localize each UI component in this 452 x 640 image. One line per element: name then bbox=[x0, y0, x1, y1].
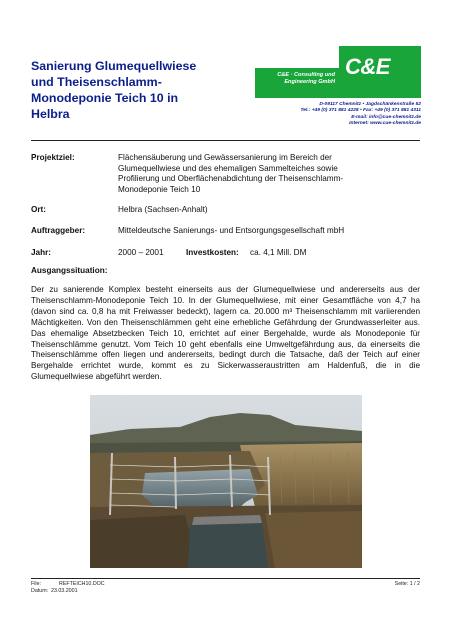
company-line: Engineering GmbH bbox=[284, 78, 335, 85]
footer-file-label: File: bbox=[31, 581, 42, 587]
header-divider bbox=[31, 140, 420, 141]
company-name bbox=[255, 72, 335, 85]
site-photo-image bbox=[90, 395, 362, 568]
logo-mark: C&E bbox=[345, 54, 390, 79]
jahr-value: 2000 – 2001 bbox=[118, 248, 164, 257]
company-address bbox=[255, 102, 421, 128]
logo-mark-box bbox=[339, 46, 421, 98]
ausgang-label: Ausgangssituation: bbox=[31, 266, 108, 275]
site-photo bbox=[90, 395, 362, 568]
ort-label: Ort: bbox=[31, 205, 47, 214]
jahr-label: Jahr: bbox=[31, 248, 52, 257]
company-line: C&E · Consulting und bbox=[277, 72, 335, 78]
footer-file-value: REFTEICH10.DOC bbox=[59, 581, 105, 587]
projektziel-line: Monodeponie Teich 10 bbox=[118, 184, 201, 194]
footer-date-label: Datum: bbox=[31, 588, 49, 594]
title-line: Monodeponie Teich 10 in bbox=[31, 91, 179, 105]
address-line: D-09117 Chemnitz • Jagdschänkenstraße 52 bbox=[319, 102, 421, 107]
projektziel-line: Profilierung und Oberflächenabdichtung der Theisenschlamm- bbox=[118, 174, 344, 184]
title-line: Sanierung Glumequellwiese bbox=[31, 59, 197, 73]
document-title bbox=[31, 58, 221, 122]
invest-value: ca. 4,1 Mill. DM bbox=[250, 248, 307, 257]
address-line: Tel.: +49 (0) 371 881 4228 • Fax: +49 (0) 371 881 4311 bbox=[300, 108, 421, 114]
title-line: und Theisenschlamm- bbox=[31, 75, 162, 89]
projektziel-line: Flächensäuberung und Gewässersanierung im Bereich der bbox=[118, 153, 332, 162]
footer-date-value: 23.03.2001 bbox=[51, 588, 78, 594]
title-line: Helbra bbox=[31, 107, 70, 121]
footer-page: Seite: 1 / 2 bbox=[394, 581, 420, 587]
footer-divider bbox=[31, 578, 420, 579]
address-line: Internet: www.cue-chemnitz.de bbox=[349, 121, 421, 127]
ausgang-text: Der zu sanierende Komplex besteht einerseits aus der Glumequellwiese und andererseits aus der Theisenschlamm-Monodeponie Teich 10. In der Glumequellwiese, mit einer Gesamtfläche von 4,7 ha (davon sind ca. 0,8 ha mit Freiwasser bedeckt), lagern ca. 20.000 m³ Theisenschlamm mit variierenden Mächtigkeiten. Von den Theisenschlämmen geht eine erhebliche Gefährdung der Grundwasserleiter aus. Das ehemalige Absetzbecken Teich 10, errichtet auf einer Bergehalde, wurde als Monodeponie für Theisenschlämme genutzt. Vom Teich 10 geht ebenfalls eine Umweltgefährdung aus, da einerseits die Theisenschlämme offen liegen und andererseits, bedingt durch die Tatsache, daß der Teich auf einer Bergehalde errichtet wurde, kommt es zu Sickerwasseraustritten am Haldenfuß, die in die Glumequellwiese abgeführt werden. bbox=[31, 285, 420, 382]
projektziel-value bbox=[118, 153, 418, 195]
auftraggeber-value: Mitteldeutsche Sanierungs- und Entsorgungsgesellschaft mbH bbox=[118, 226, 345, 235]
ort-value: Helbra (Sachsen-Anhalt) bbox=[118, 205, 208, 214]
projektziel-line: Glumequellwiese und des ehemaligen Sammelteiches sowie bbox=[118, 163, 338, 173]
projektziel-label: Projektziel: bbox=[31, 153, 75, 162]
invest-label: Investkosten: bbox=[186, 248, 239, 257]
address-line: E-mail: info@cue-chemnitz.de bbox=[351, 114, 421, 120]
auftraggeber-label: Auftraggeber: bbox=[31, 226, 86, 235]
